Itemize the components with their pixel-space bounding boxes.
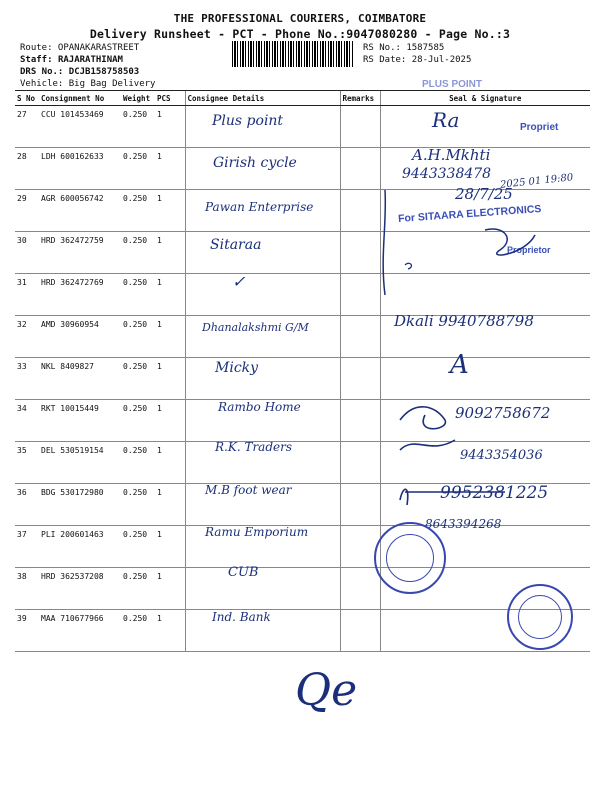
remarks-cell	[340, 232, 380, 274]
round-seal-stamp	[507, 584, 573, 650]
table-row	[15, 106, 590, 148]
drs-number: DCJB158758503	[68, 67, 140, 77]
pcs: 1	[155, 148, 185, 190]
remarks-cell	[340, 358, 380, 400]
consignee-handwriting: M.B foot wear	[205, 483, 292, 497]
pcs: 1	[155, 526, 185, 568]
col-weight: Weight	[121, 91, 155, 106]
col-sno: S No	[15, 91, 39, 106]
remarks-cell	[340, 274, 380, 316]
weight: 0.250	[121, 190, 155, 232]
route: Route: OPANAKARASTREET	[20, 43, 140, 53]
sno: 32	[15, 316, 39, 358]
sno: 30	[15, 232, 39, 274]
remarks-cell	[340, 316, 380, 358]
sno: 39	[15, 610, 39, 652]
weight: 0.250	[121, 526, 155, 568]
pcs: 1	[155, 232, 185, 274]
table-row	[15, 568, 590, 610]
pcs: 1	[155, 274, 185, 316]
table-row	[15, 610, 590, 652]
consignee-handwriting: Pawan Enterprise	[205, 200, 314, 214]
barcode	[232, 41, 354, 67]
signature: A.H.Mkhti	[412, 146, 491, 164]
col-seal-signature: Seal & Signature	[380, 91, 590, 106]
consignment-no: MAA 710677966	[39, 610, 121, 652]
consignment-no: HRD 362472759	[39, 232, 121, 274]
rs-date: RS Date: 28-Jul-2025	[363, 55, 472, 65]
remarks-cell	[340, 400, 380, 442]
consignment-no: HRD 362537208	[39, 568, 121, 610]
pcs: 1	[155, 358, 185, 400]
company-title: THE PROFESSIONAL COURIERS, COIMBATORE	[173, 12, 427, 25]
signature: 28/7/25	[455, 185, 513, 203]
round-seal-stamp	[374, 522, 446, 594]
weight: 0.250	[121, 316, 155, 358]
remarks-cell	[340, 484, 380, 526]
sno: 31	[15, 274, 39, 316]
consignee-handwriting: Ind. Bank	[212, 610, 271, 624]
weight: 0.250	[121, 232, 155, 274]
sno: 27	[15, 106, 39, 148]
remarks-cell	[340, 568, 380, 610]
runsheet-table	[15, 90, 590, 652]
consignment-no: DEL 530519154	[39, 442, 121, 484]
sno: 38	[15, 568, 39, 610]
consignee-cell	[185, 568, 340, 610]
signature-scribble-graphic	[395, 480, 535, 510]
col-consignment: Consignment No	[39, 91, 121, 106]
sno: 35	[15, 442, 39, 484]
col-pcs: PCS	[155, 91, 185, 106]
drs-line	[20, 67, 139, 77]
consignee-handwriting: CUB	[228, 565, 259, 580]
consignee-handwriting: Ramu Emporium	[205, 525, 309, 539]
pcs: 1	[155, 400, 185, 442]
stamp-plus-point: PLUS POINT	[422, 79, 483, 90]
signature-scribble-graphic	[375, 185, 585, 305]
consignee-handwriting: ✓	[232, 272, 246, 291]
weight: 0.250	[121, 106, 155, 148]
stamp-proprietor: Propriet	[520, 122, 559, 133]
sno: 37	[15, 526, 39, 568]
signature-cell	[380, 106, 590, 148]
signature: A	[450, 350, 469, 380]
staff-line	[20, 55, 123, 65]
pcs: 1	[155, 610, 185, 652]
signature: Dkali 9940788798	[394, 312, 534, 330]
consignee-handwriting: Dhanalakshmi G/M	[202, 321, 309, 334]
table-row	[15, 358, 590, 400]
remarks-cell	[340, 190, 380, 232]
weight: 0.250	[121, 358, 155, 400]
pcs: 1	[155, 190, 185, 232]
sno: 29	[15, 190, 39, 232]
staff-label: Staff:	[20, 55, 53, 65]
consignee-handwriting: Girish cycle	[213, 155, 297, 171]
consignee-handwriting: Sitaraa	[210, 237, 262, 253]
consignment-no: AGR 600056742	[39, 190, 121, 232]
consignment-no: HRD 362472769	[39, 274, 121, 316]
pcs: 1	[155, 484, 185, 526]
signature: 9443354036	[460, 448, 543, 463]
staff-name: RAJARATHINAM	[57, 55, 123, 65]
consignment-no: CCU 101453469	[39, 106, 121, 148]
signature: 9443338478	[402, 166, 492, 182]
pcs: 1	[155, 442, 185, 484]
vehicle: Vehicle: Big Bag Delivery	[20, 79, 156, 89]
runsheet-subtitle: Delivery Runsheet - PCT - Phone No.:9047080280 - Page No.:3	[89, 27, 511, 41]
stamp-proprietor: Proprietor	[507, 245, 551, 255]
remarks-cell	[340, 442, 380, 484]
signature: 9952381225	[440, 483, 549, 503]
sno: 33	[15, 358, 39, 400]
pcs: 1	[155, 568, 185, 610]
consignee-handwriting: Rambo Home	[218, 400, 301, 414]
sno: 36	[15, 484, 39, 526]
consignment-no: AMD 30960954	[39, 316, 121, 358]
weight: 0.250	[121, 442, 155, 484]
pcs: 1	[155, 106, 185, 148]
consignee-handwriting: R.K. Traders	[215, 440, 293, 454]
consignment-no: PLI 200601463	[39, 526, 121, 568]
consignee-cell	[185, 274, 340, 316]
consignee-cell	[185, 358, 340, 400]
signature: Ra	[432, 108, 460, 132]
signature: 9092758672	[455, 404, 551, 422]
weight: 0.250	[121, 400, 155, 442]
signature: 2025 01 19:80	[499, 172, 574, 191]
consignment-no: LDH 600162633	[39, 148, 121, 190]
weight: 0.250	[121, 484, 155, 526]
col-consignee: Consignee Details	[185, 91, 340, 106]
sno: 28	[15, 148, 39, 190]
signature: 8643394268	[425, 517, 502, 531]
consignee-handwriting: Micky	[215, 360, 259, 376]
pcs: 1	[155, 316, 185, 358]
consignee-cell	[185, 232, 340, 274]
page-signature: Qe	[295, 665, 358, 716]
stamp-sitaara: For SITAARA ELECTRONICS	[397, 203, 542, 225]
remarks-cell	[340, 106, 380, 148]
col-remarks: Remarks	[340, 91, 380, 106]
weight: 0.250	[121, 568, 155, 610]
remarks-cell	[340, 610, 380, 652]
rs-number: RS No.: 1587585	[363, 43, 445, 53]
signature-cell	[380, 358, 590, 400]
weight: 0.250	[121, 274, 155, 316]
signature-scribble-graphic	[395, 395, 575, 465]
consignment-no: RKT 10015449	[39, 400, 121, 442]
remarks-cell	[340, 148, 380, 190]
weight: 0.250	[121, 610, 155, 652]
consignment-no: NKL 8409827	[39, 358, 121, 400]
consignee-handwriting: Plus point	[212, 113, 284, 129]
sno: 34	[15, 400, 39, 442]
weight: 0.250	[121, 148, 155, 190]
drs-label: DRS No.:	[20, 67, 64, 77]
table-header-row	[15, 91, 590, 106]
consignment-no: BDG 530172980	[39, 484, 121, 526]
